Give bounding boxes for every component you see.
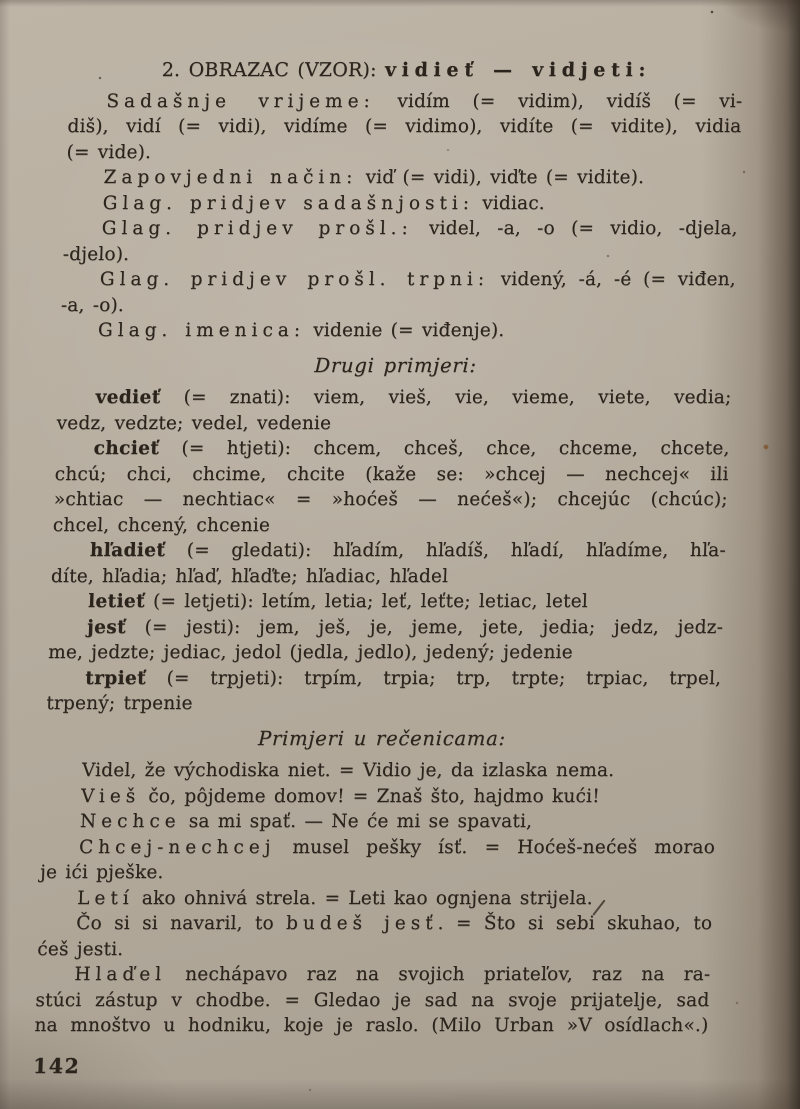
text-line bbox=[42, 784, 717, 810]
text-segment: videný, -á, -é (= viđen, bbox=[488, 269, 737, 290]
text-line bbox=[56, 411, 731, 437]
text-line bbox=[54, 462, 729, 488]
text-segment: . = Što si sebi skuhao, to bbox=[437, 913, 713, 934]
text-segment: vedz, vedzte; vedel, vedenie bbox=[56, 412, 332, 434]
text-line bbox=[64, 191, 739, 217]
text-segment: ako ohnivá strela. = Leti kao ognjena strijela. bbox=[133, 887, 594, 909]
text-segment: Videl, že východiska niet. = Vidio je, da izlaska nema. bbox=[81, 760, 615, 781]
text-segment: (= vide). bbox=[66, 141, 152, 163]
text-line bbox=[40, 860, 715, 886]
text-segment: (= jesti): jem, ješ, je, jeme, jete, jedia; jedz, jedz- bbox=[125, 616, 724, 638]
text-segment: Čo si si navaril, to bbox=[75, 913, 287, 934]
text-segment: sa mi spať. — Ne će mi se spavati, bbox=[180, 811, 533, 832]
text-segment: Zapovjedni način: bbox=[103, 167, 358, 188]
text-line bbox=[52, 513, 727, 539]
text-segment: hľadieť bbox=[89, 540, 166, 561]
text-segment: čo, pôjdeme domov! = Znaš što, hajdmo kući! bbox=[139, 785, 601, 807]
page-number: 142 bbox=[32, 1053, 81, 1078]
text-segment: me, jedzte; jediac, jedol (jedla, jedlo), jedený; jedenie bbox=[47, 642, 574, 663]
text-segment: Nechce bbox=[79, 811, 182, 832]
text-segment: letieť bbox=[87, 591, 146, 612]
text-segment: Primjeri u rečenicama: bbox=[257, 726, 507, 750]
text-segment: Sadašnje vrijeme: bbox=[106, 90, 376, 112]
text-segment: viď (= vidi), viďte (= vidite). bbox=[357, 167, 645, 188]
text-line bbox=[53, 487, 728, 513]
text-segment: Chcej-nechcej bbox=[78, 836, 276, 858]
text-segment: budeš jesť bbox=[285, 913, 439, 934]
text-segment: videl, -a, -o (= vidio, -djela, bbox=[412, 218, 739, 239]
text-line bbox=[39, 886, 714, 912]
text-segment: (= gledati): hľadím, hľadíš, hľadí, hľadíme, hľa- bbox=[164, 540, 727, 561]
page-text-block bbox=[33, 58, 744, 1079]
text-line bbox=[48, 640, 723, 666]
text-line bbox=[65, 165, 740, 191]
text-line bbox=[47, 666, 722, 692]
text-segment: Vieš bbox=[80, 785, 141, 807]
text-segment: jesť bbox=[86, 616, 127, 638]
text-line bbox=[38, 911, 713, 937]
text-line bbox=[68, 89, 743, 115]
text-segment: trpený; trpenie bbox=[45, 693, 194, 714]
page-title bbox=[69, 58, 744, 84]
text-segment: vidieť — vidjeti: bbox=[384, 59, 652, 81]
text-line bbox=[42, 809, 717, 835]
text-line bbox=[61, 267, 736, 293]
text-line bbox=[51, 564, 726, 590]
section-heading bbox=[58, 353, 733, 379]
text-segment: (= htjeti): chcem, chceš, chce, chceme, chcete, bbox=[158, 438, 731, 459]
text-segment: »chtiac — nechtiac« = »hoćeš — nećeš«); chcejúc (chcúc); bbox=[53, 489, 729, 510]
text-segment: -a, -o). bbox=[60, 294, 125, 316]
text-line bbox=[62, 242, 737, 268]
text-segment: 2. OBRAZAC (VZOR): bbox=[161, 59, 386, 81]
text-segment: vedieť bbox=[95, 387, 161, 408]
text-segment: díte, hľadia; hľaď, hľaďte; hľadiac, hľadel bbox=[50, 565, 449, 587]
text-line bbox=[36, 962, 711, 988]
text-line bbox=[55, 436, 730, 462]
text-line bbox=[67, 114, 742, 140]
text-segment: -djelo). bbox=[62, 243, 130, 265]
text-segment: Glag. pridjev prošl.: bbox=[101, 218, 414, 239]
text-lines bbox=[34, 58, 744, 1039]
text-line bbox=[57, 385, 732, 411]
text-segment: je ići pješke. bbox=[39, 862, 165, 883]
text-segment: stúci zástup v chodbe. = Gledao je sad na svoje prijatelje, sad bbox=[35, 989, 710, 1011]
text-segment: nechápavo raz na svojich priateľov, raz na ra- bbox=[165, 964, 711, 985]
text-segment: chcieť bbox=[93, 438, 160, 459]
text-line bbox=[60, 318, 735, 344]
text-segment: Drugi primjeri: bbox=[314, 353, 478, 377]
text-segment: chcel, chcený, chcenie bbox=[52, 514, 271, 536]
text-line bbox=[66, 140, 741, 166]
text-line bbox=[51, 538, 726, 564]
text-segment: Hlaďel bbox=[74, 964, 167, 985]
text-line bbox=[43, 758, 718, 784]
text-segment: ćeš jesti. bbox=[36, 938, 124, 960]
text-line bbox=[41, 835, 716, 861]
text-line bbox=[37, 937, 712, 963]
text-segment: Letí bbox=[76, 887, 135, 909]
text-segment: trpieť bbox=[84, 667, 147, 689]
section-heading bbox=[45, 726, 720, 752]
text-segment: chcú; chci, chcime, chcite (kaže se: »chcej — nechcej« ili bbox=[54, 463, 730, 485]
text-segment: (= letjeti): letím, letia; leť, leťte; letiac, letel bbox=[144, 591, 589, 612]
text-segment: na mnoštvo u hodniku, koje je raslo. (Milo Urban »V osídlach«.) bbox=[34, 1015, 709, 1036]
text-line bbox=[46, 691, 721, 717]
text-segment: musel pešky ísť. = Hoćeš-nećeš morao bbox=[275, 836, 716, 858]
text-line bbox=[60, 293, 735, 319]
text-line bbox=[63, 216, 738, 242]
text-line bbox=[35, 988, 710, 1014]
text-segment: Glag. pridjev prošl. trpni: bbox=[99, 269, 490, 290]
text-segment: diš), vidí (= vidi), vidíme (= vidimo), vidíte (= vidite), vidia bbox=[67, 116, 742, 137]
text-segment: (= trpjeti): trpím, trpia; trp, trpte; trpiac, trpel, bbox=[145, 667, 722, 689]
text-segment: videnie (= viđenje). bbox=[304, 320, 505, 341]
text-segment: Glag. pridjev sadašnjosti: bbox=[102, 192, 475, 214]
text-line bbox=[49, 615, 724, 641]
text-segment: vidím (= vidim), vidíš (= vi- bbox=[374, 90, 743, 112]
text-line bbox=[34, 1013, 709, 1039]
text-line bbox=[50, 589, 725, 615]
text-segment: vidiac. bbox=[473, 192, 546, 214]
text-segment: (= znati): viem, vieš, vie, vieme, viete, vedia; bbox=[160, 387, 732, 408]
text-segment: Glag. imenica: bbox=[97, 320, 306, 341]
